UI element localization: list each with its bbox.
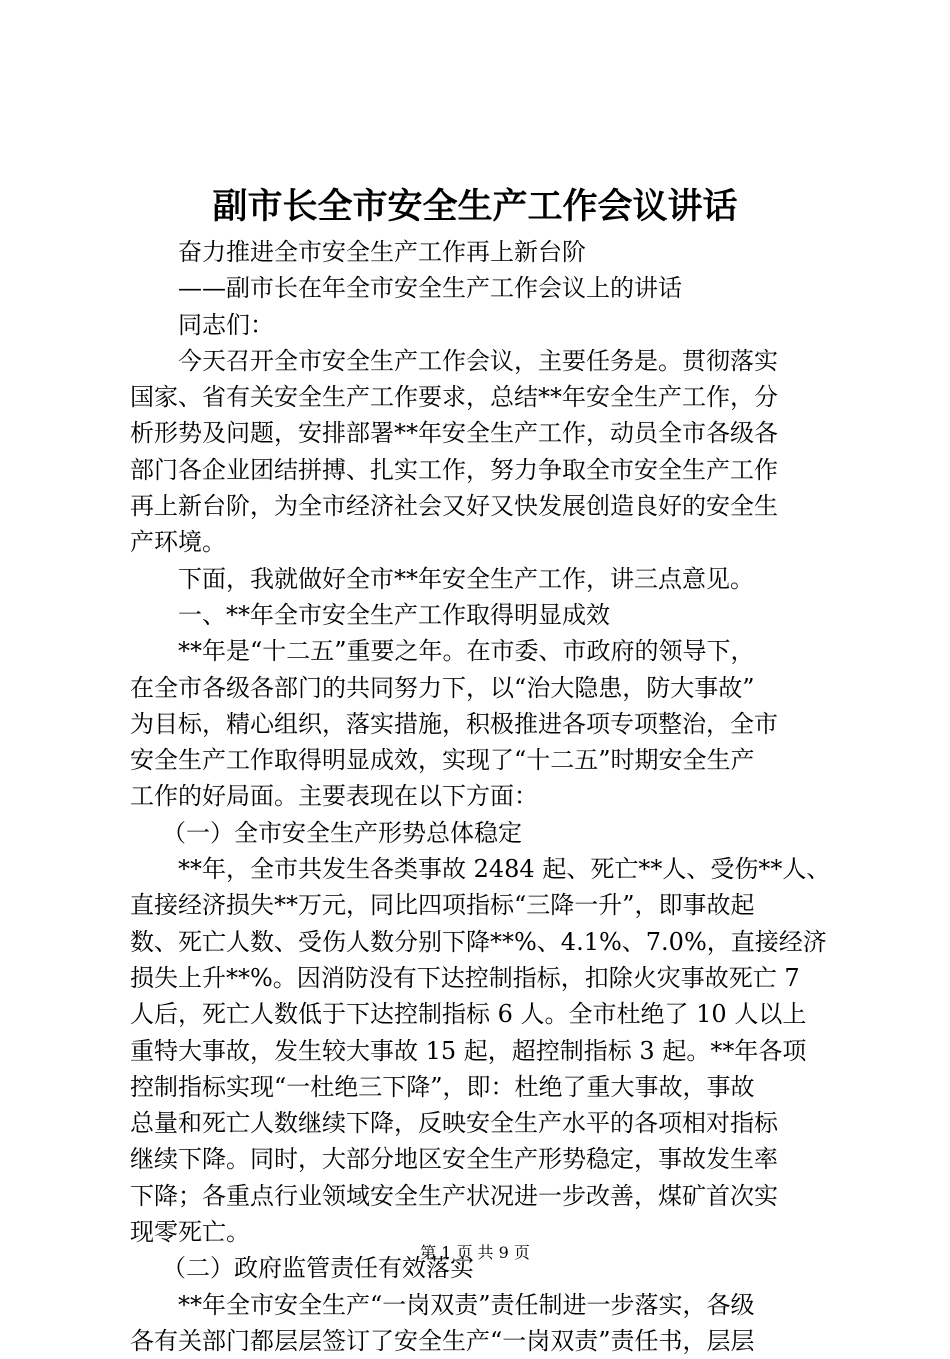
paragraph-line: 国家、省有关安全生产工作要求，总结**年安全生产工作，分 [130, 383, 778, 412]
subsection-heading: （一）全市安全生产形势总体稳定 [162, 818, 522, 847]
paragraph-line: 部门各企业团结拼搏、扎实工作，努力争取全市安全生产工作 [130, 455, 778, 484]
paragraph-line: 在全市各级各部门的共同努力下，以“治大隐患，防大事故” [130, 673, 755, 702]
paragraph-line: 析形势及问题，安排部署**年安全生产工作，动员全市各级各 [130, 419, 778, 448]
paragraph-line: 为目标，精心组织，落实措施，积极推进各项专项整治，全市 [130, 709, 778, 738]
section-heading: 一、**年全市安全生产工作取得明显成效 [178, 600, 610, 629]
salutation: 同志们： [178, 310, 274, 339]
paragraph-line: 现零死亡。 [130, 1218, 250, 1247]
document-body [130, 234, 830, 1359]
paragraph-line: 人后，死亡人数低于下达控制指标 6 人。全市杜绝了 10 人以上 [130, 1000, 807, 1029]
subsection-heading: （二）政府监管责任有效落实 [162, 1254, 474, 1283]
paragraph-line: 重特大事故，发生较大事故 15 起，超控制指标 3 起。**年各项 [130, 1036, 807, 1065]
paragraph-line: 数、死亡人数、受伤人数分别下降**%、4.1%、7.0%，直接经济 [130, 927, 827, 956]
paragraph-line: 工作的好局面。主要表现在以下方面： [130, 782, 538, 811]
paragraph-line: 下降；各重点行业领域安全生产状况进一步改善，煤矿首次实 [130, 1181, 778, 1210]
subtitle-speaker: ——副市长在年全市安全生产工作会议上的讲话 [178, 274, 682, 303]
paragraph-line: 安全生产工作取得明显成效，实现了“十二五”时期安全生产 [130, 746, 755, 775]
paragraph-line: 控制指标实现“一杜绝三下降”，即：杜绝了重大事故，事故 [130, 1072, 755, 1101]
paragraph-line: **年全市安全生产“一岗双责”责任制进一步落实，各级 [178, 1290, 755, 1319]
paragraph-line: **年是“十二五”重要之年。在市委、市政府的领导下， [178, 637, 755, 666]
paragraph-line: 再上新台阶，为全市经济社会又好又快发展创造良好的安全生 [130, 492, 778, 521]
paragraph-line: 今天召开全市安全生产工作会议，主要任务是。贯彻落实 [178, 346, 778, 375]
paragraph-line: 继续下降。同时，大部分地区安全生产形势稳定，事故发生率 [130, 1145, 778, 1174]
paragraph-line: **年，全市共发生各类事故 2484 起、死亡**人、受伤**人、 [178, 855, 831, 884]
page-footer: 第 1 页 共 9 页 [420, 1243, 530, 1262]
page-title: 副市长全市安全生产工作会议讲话 [212, 187, 738, 227]
subtitle: 奋力推进全市安全生产工作再上新台阶 [178, 238, 586, 266]
paragraph-line: 损失上升**%。因消防没有下达控制指标，扣除火灾事故死亡 7 [130, 963, 800, 992]
paragraph-line: 直接经济损失**万元，同比四项指标“三降一升”，即事故起 [130, 891, 755, 920]
paragraph-line: 各有关部门都层层签订了安全生产“一岗双责”责任书，层层 [130, 1326, 755, 1355]
paragraph-line: 下面，我就做好全市**年安全生产工作，讲三点意见。 [178, 564, 754, 593]
paragraph-line: 产环境。 [130, 528, 226, 557]
paragraph-line: 总量和死亡人数继续下降，反映安全生产水平的各项相对指标 [130, 1109, 778, 1138]
